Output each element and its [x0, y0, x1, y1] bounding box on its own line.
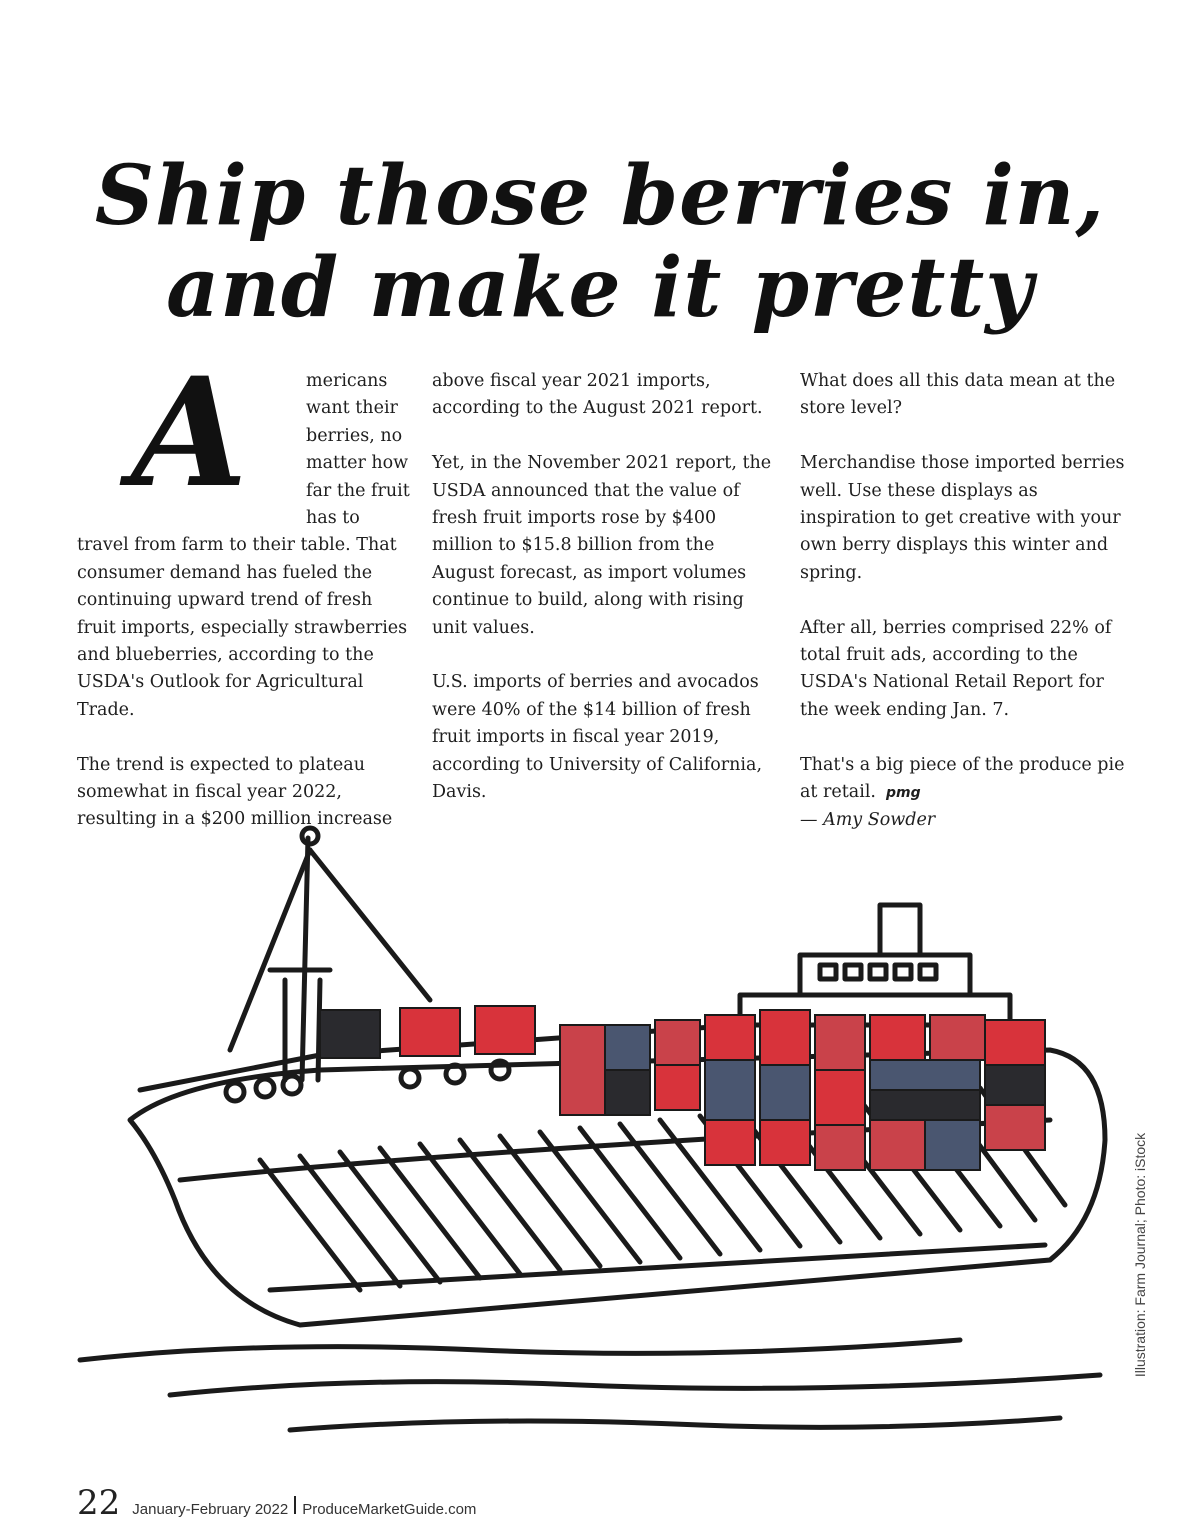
article-column-3 — [800, 368, 1130, 862]
issue-date: January-February 2022 — [132, 1501, 289, 1518]
footer-divider — [294, 1496, 296, 1514]
paragraph: Merchandise those imported berries well. Use these displays as inspiration to get creative with your own berry displays this winter and spring. — [800, 453, 1125, 583]
paragraph: Yet, in the November 2021 report, the USDA announced that the value of fresh fruit imports rose by $400 million to $15.8 billion from the August forecast, as import volumes continue to build, along with rising unit values. — [432, 453, 772, 638]
headline-line-1: Ship those berries in, — [94, 148, 1106, 244]
headline-line-2: and make it pretty — [166, 240, 1034, 336]
paragraph: The trend is expected to plateau somewhat in fiscal year 2022, resulting in a $200 million increase — [77, 754, 393, 830]
article-column-2 — [432, 368, 772, 834]
paragraph: What does all this data mean at the store level? — [800, 371, 1116, 419]
paragraph: After all, berries comprised 22% of total fruit ads, according to the USDA's National Retail Report for the week ending Jan. 7. — [800, 617, 1112, 720]
paragraph: mericans want their berries, no matter how far the fruit has to travel from farm to their table. That consumer demand has fueled the continuing upward trend of fresh fruit imports, especially strawberries and blueberries, according to the USDA's Outlook for Agricultural Trade. — [77, 371, 410, 720]
page-footer — [77, 1483, 477, 1526]
article-column-1 — [77, 345, 412, 861]
website-link[interactable]: ProduceMarketGuide.com — [302, 1501, 477, 1518]
paragraph: above fiscal year 2021 imports, according to the August 2021 report. — [432, 371, 763, 419]
paragraph: U.S. imports of berries and avocados were 40% of the $14 billion of fresh fruit imports in fiscal year 2019, according to University of California, Davis. — [432, 672, 763, 803]
headline — [0, 150, 1200, 334]
photo-credit — [1130, 1110, 1150, 1400]
cargo-ship-berries-illustration — [60, 820, 1140, 1460]
page-number: 22 — [77, 1483, 121, 1523]
paragraph-closing — [800, 752, 1130, 808]
drop-cap: A — [131, 345, 248, 521]
byline: — Amy Sowder — [800, 810, 936, 831]
end-mark: pmg — [885, 785, 921, 802]
credit-text: Illustration: Farm Journal; Photo: iStock — [1132, 1132, 1148, 1378]
closing-text: That's a big piece of the produce pie at retail. — [800, 754, 1125, 803]
